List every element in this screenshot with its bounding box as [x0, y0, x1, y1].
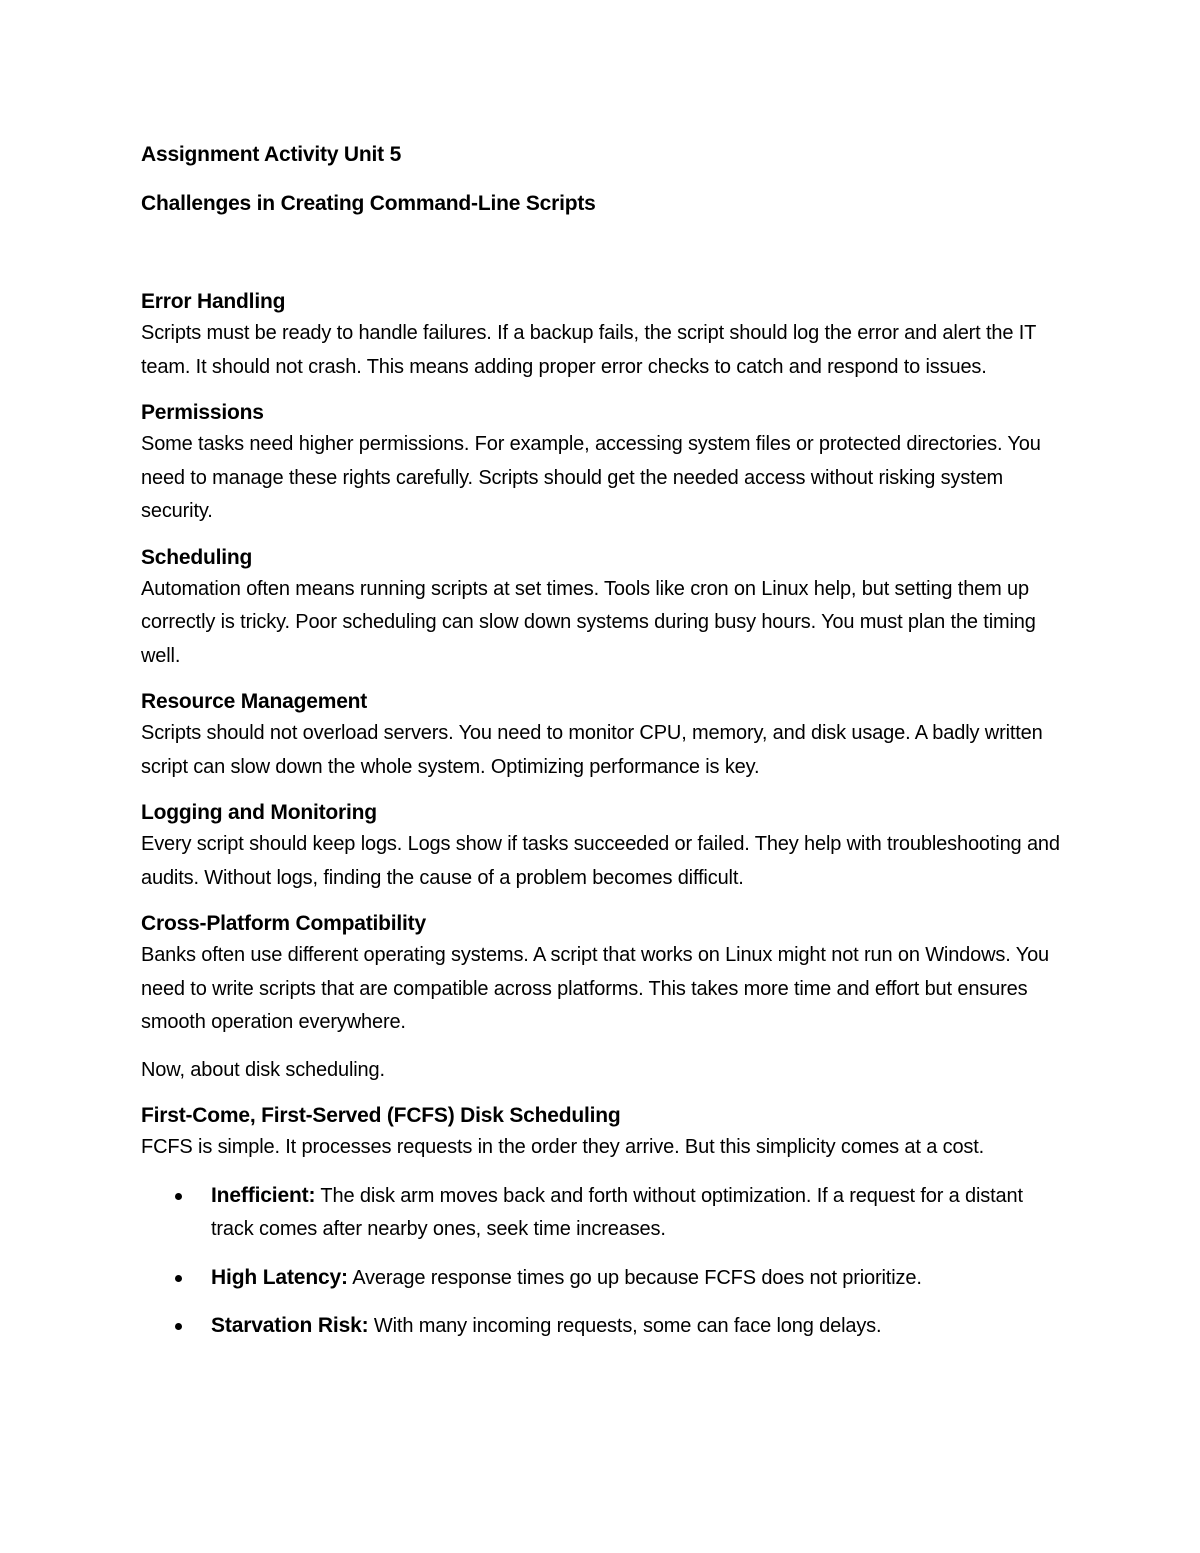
- document-subtitle: Challenges in Creating Command-Line Scripts: [141, 192, 596, 215]
- section-heading: Logging and Monitoring: [141, 801, 377, 824]
- bullet-term: Starvation Risk:: [211, 1314, 369, 1337]
- fcfs-bullet-list: [141, 1179, 1066, 1344]
- bullet-icon: [175, 1323, 182, 1330]
- section-heading: Resource Management: [141, 690, 368, 713]
- bullet-text: The disk arm moves back and forth without optimization. If a request for a distant track comes after nearby ones, seek time increases.: [211, 1184, 1023, 1240]
- bullet-icon: [175, 1275, 182, 1282]
- section-heading: Scheduling: [141, 545, 253, 569]
- section-body: Scripts should not overload servers. You need to monitor CPU, memory, and disk usage. A badly written script can slow down the whole system. Optimizing performance is key.: [141, 722, 1043, 778]
- section-scheduling: [141, 543, 1066, 674]
- bullet-term: High Latency:: [211, 1265, 348, 1289]
- document-page: [141, 140, 1066, 1358]
- section-body: Scripts must be ready to handle failures. If a backup fails, the script should log the error and alert the IT team. It should not crash. This means adding proper error checks to catch and respond to issues.: [141, 322, 1036, 378]
- section-cross-platform: [141, 909, 1066, 1040]
- section-heading: First-Come, First-Served (FCFS) Disk Scheduling: [141, 1104, 621, 1127]
- section-body: Automation often means running scripts at set times. Tools like cron on Linux help, but setting them up correctly is tricky. Poor scheduling can slow down systems during busy hours. You must plan the timing well.: [141, 577, 1036, 667]
- section-body: Banks often use different operating systems. A script that works on Linux might not run on Windows. You need to write scripts that are compatible across platforms. This takes more time and effort but ensures smooth operation everywhere.: [141, 944, 1050, 1033]
- transition-paragraph: Now, about disk scheduling.: [141, 1058, 385, 1081]
- document-title: Assignment Activity Unit 5: [141, 143, 402, 166]
- section-permissions: [141, 398, 1066, 529]
- section-error-handling: [141, 287, 1066, 384]
- list-item: [141, 1261, 1066, 1296]
- list-item: [141, 1309, 1066, 1344]
- bullet-icon: [175, 1193, 182, 1200]
- bullet-term: Inefficient:: [211, 1183, 316, 1207]
- section-heading: Cross-Platform Compatibility: [141, 912, 426, 935]
- bullet-text: Average response times go up because FCFS does not prioritize.: [347, 1266, 922, 1289]
- bullet-text: With many incoming requests, some can face long delays.: [368, 1315, 882, 1337]
- section-body: FCFS is simple. It processes requests in the order they arrive. But this simplicity comes at a cost.: [141, 1136, 985, 1158]
- section-fcfs: [141, 1101, 1066, 1344]
- section-heading: Error Handling: [141, 290, 286, 313]
- list-item: [141, 1179, 1066, 1247]
- section-body: Every script should keep logs. Logs show if tasks succeeded or failed. They help with troubleshooting and audits. Without logs, finding the cause of a problem becomes difficult.: [141, 833, 1060, 889]
- section-heading: Permissions: [141, 401, 264, 424]
- section-body: Some tasks need higher permissions. For example, accessing system files or protected directories. You need to manage these rights carefully. Scripts should get the needed access without risking system security.: [141, 433, 1041, 522]
- section-resource-management: [141, 687, 1066, 784]
- section-logging-monitoring: [141, 798, 1066, 895]
